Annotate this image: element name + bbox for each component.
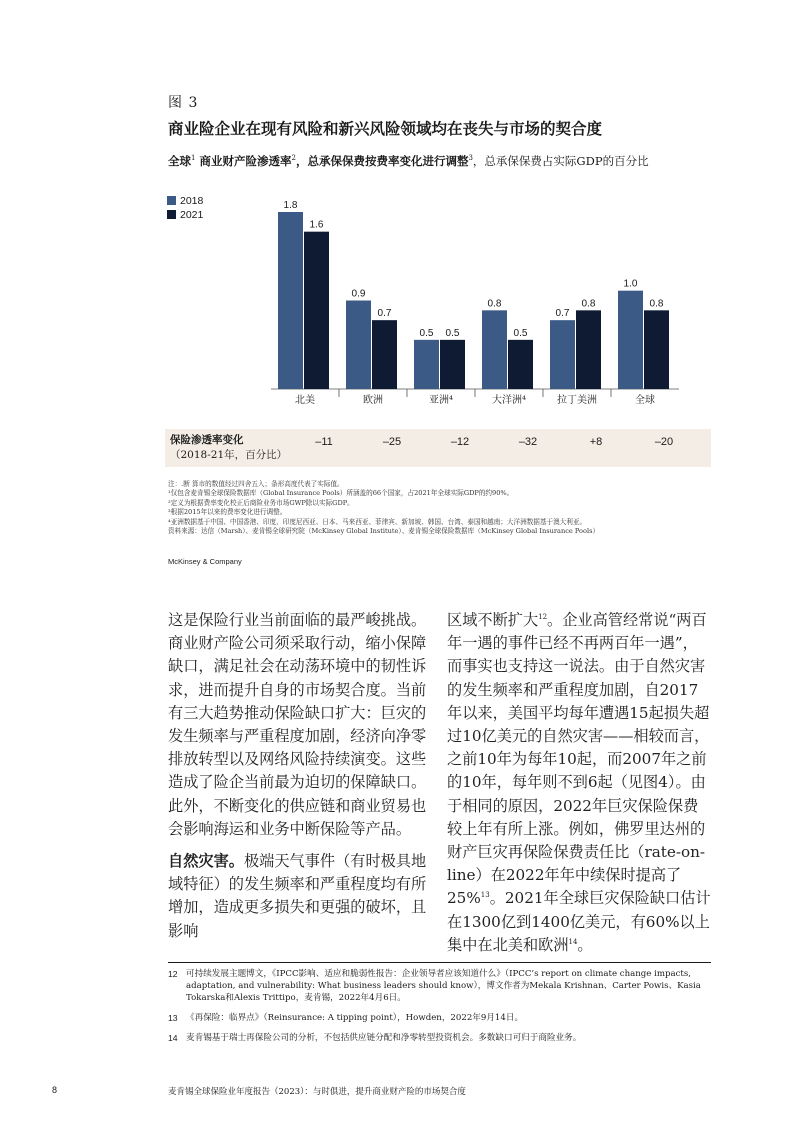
- bar: [482, 310, 507, 389]
- metric-value: –12: [450, 436, 470, 448]
- bar: [372, 320, 397, 389]
- footnote-ref[interactable]: 12: [538, 612, 548, 621]
- bar-chart: [165, 190, 695, 405]
- data-label: 1.0: [623, 278, 638, 290]
- note-line: ⁴亚洲数据基于中国、中国香港、印度、印度尼西亚、日本、马来西亚、菲律宾、新加坡、韩国、台湾、泰国和越南；大洋洲数据基于澳大利亚。: [168, 517, 587, 526]
- footnote-text: 麦肯锡基于瑞士再保险公司的分析，不包括供应链分配和净零转型投资机会。多数缺口可归于商险业务。: [186, 1033, 582, 1043]
- bar: [550, 320, 575, 389]
- footnote-number: 14: [168, 1033, 178, 1043]
- bar: [440, 340, 465, 389]
- footnote-ref[interactable]: 14: [568, 937, 578, 946]
- metric-value: –20: [654, 436, 674, 448]
- bar: [618, 291, 643, 389]
- footnote: [168, 1032, 711, 1046]
- footnote-text: 《再保险：临界点》（Reinsurance: A tipping point），Howden，2022年9月14日。: [186, 1013, 524, 1023]
- brand-logo-text: McKinsey & Company: [168, 557, 242, 566]
- figure-title: 商业险企业在现有风险和新兴风险领域均在丧失与市场的契合度: [168, 119, 603, 138]
- metric-label-line1: 保险渗透率变化: [170, 434, 244, 446]
- bar: [576, 310, 601, 389]
- data-label: 0.7: [377, 308, 392, 320]
- paragraph-text: 极端天气事件（有时极具地域特征）的发生频率和严重程度均有所增加，造成更多损失和更强的破坏，且影响: [168, 852, 427, 940]
- note-line: 注：.断 算市的数值经过四舍五入；条形高度代表了实际值。: [168, 480, 344, 488]
- subtitle-sup2: 2: [291, 154, 296, 163]
- subtitle-part3: ，总承保保费按费率变化进行调整: [295, 154, 469, 168]
- data-label: 1.8: [283, 200, 298, 211]
- bar: [644, 310, 669, 389]
- metric-value: +8: [589, 436, 603, 448]
- paragraph-text: 。: [577, 935, 593, 954]
- body-column-right: [447, 609, 712, 966]
- figure-notes: [168, 480, 708, 536]
- data-label: 0.5: [513, 327, 528, 339]
- body-paragraph: [168, 850, 433, 943]
- section-lead: 自然灾害。: [168, 852, 244, 871]
- footnote-number: 13: [168, 1013, 178, 1023]
- data-label: 0.7: [555, 308, 570, 320]
- bar: [278, 212, 303, 389]
- note-line: ¹仅包含麦肯锡全球保险数据库（Global Insurance Pools）所涵盖的66个国家，占2021年全球实际GDP的约90%。: [168, 489, 514, 498]
- data-label: 1.6: [309, 219, 324, 231]
- legend-swatch: [167, 196, 176, 205]
- footnote-text: 可持续发展主题博文，《IPCC影响、适应和脆弱性报告：企业领导者应该知道什么》（IPCC’s report on climate change impacts, adaptation, and vulnerability: What business leaders should know），博文作者为Mekala Krishnan、Carter Powis、Kasia Tokarska和Alexis Trittipo，麦肯锡，2022年4月6日。: [186, 969, 701, 1003]
- data-label: 0.8: [487, 298, 502, 310]
- running-footer: 麦肯锡全球保险业年度报告（2023）：与时俱进，提升商业财产险的市场契合度: [168, 1087, 466, 1097]
- note-line: ²定义为根据费率变化校正后商险业务市场GWP除以实际GDP。: [168, 498, 354, 507]
- figure-label: 图 3: [168, 95, 199, 111]
- category-label: 欧洲: [363, 395, 383, 405]
- category-label: 大洋洲⁴: [491, 395, 527, 405]
- subtitle-part1: 全球: [168, 154, 191, 168]
- legend-swatch: [167, 210, 176, 219]
- category-label: 北美: [295, 395, 315, 405]
- footnote-number: 12: [168, 969, 178, 979]
- metric-value: –32: [518, 436, 538, 448]
- page-number: 8: [52, 1085, 58, 1095]
- subtitle-part2: 商业财产险渗透率: [195, 154, 292, 168]
- data-label: 0.5: [419, 327, 434, 339]
- paragraph-text: 。2021年全球巨灾保险缺口估计在1300亿到1400亿美元，有60%以上集中在北美和欧洲: [447, 889, 711, 954]
- category-label: 全球: [635, 395, 655, 405]
- subtitle-sup1: 1: [191, 154, 196, 163]
- body-column-left: [168, 609, 433, 952]
- data-label: 0.5: [445, 327, 460, 339]
- paragraph-text: 区域不断扩大: [447, 611, 539, 629]
- body-paragraph: [447, 609, 712, 957]
- body-paragraph: 这是保险行业当前面临的最严峻挑战。商业财产险公司须采取行动，缩小保障缺口，满足社会在动荡环境中的韧性诉求，进而提升自身的市场契合度。当前有三大趋势推动保险缺口扩大：巨灾的发生频率与严重程度加剧，经济向净零排放转型以及网络风险持续演变。这些造成了险企当前最为迫切的保障缺口。此外，不断变化的供应链和商业贸易也会影响海运和业务中断保险等产品。: [168, 611, 427, 838]
- note-line: 资料来源：达信（Marsh）、麦肯锡全球研究院（McKinsey Global Institute）、麦肯锡全球保险数据库（McKinsey Global Insurance Pools）: [168, 527, 600, 536]
- bar: [508, 340, 533, 389]
- footnote-divider: [168, 962, 711, 963]
- bar: [346, 301, 371, 390]
- category-label: 亚洲⁴: [428, 395, 454, 405]
- metric-value: –11: [315, 436, 333, 448]
- data-label: 0.9: [351, 288, 366, 300]
- legend-label: 2021: [180, 209, 204, 221]
- metric-label-line2: （2018-21年，百分比）: [170, 449, 288, 461]
- paragraph-text: 。企业高管经常说“两百年一遇的事件已经不再两百年一遇”，而事实也支持这一说法。由于自然灾害的发生频率和严重程度加剧，自2017年以来，美国平均每年遭遇15起损失超过10亿美元的自然灾害——相较而言，之前10年为每年10起，而2007年之前的10年，每年则不到6起（见图4）。由于相同的原因，2022年巨灾保险保费较上年有所上涨。例如，佛罗里达州的财产巨灾再保险保费责任比（rate-on-line）在2022年年中续保时提高了25%: [447, 611, 710, 908]
- bar: [414, 340, 439, 389]
- metric-label: [170, 433, 287, 463]
- footnote: [168, 1012, 711, 1026]
- data-label: 0.8: [581, 298, 596, 310]
- footnote-ref[interactable]: 13: [480, 891, 490, 900]
- metric-value: –25: [382, 436, 402, 448]
- footnote: [168, 968, 711, 1008]
- note-line: ³根据2015年以来的费率变化进行调整。: [168, 508, 287, 517]
- figure-subtitle: [168, 153, 649, 169]
- subtitle-sup3: 3: [468, 154, 473, 163]
- legend-label: 2018: [180, 195, 204, 207]
- category-label: 拉丁美洲: [557, 395, 597, 405]
- subtitle-rest: ，总承保保费占实际GDP的百分比: [472, 154, 649, 168]
- bar: [304, 232, 329, 389]
- data-label: 0.8: [649, 298, 664, 310]
